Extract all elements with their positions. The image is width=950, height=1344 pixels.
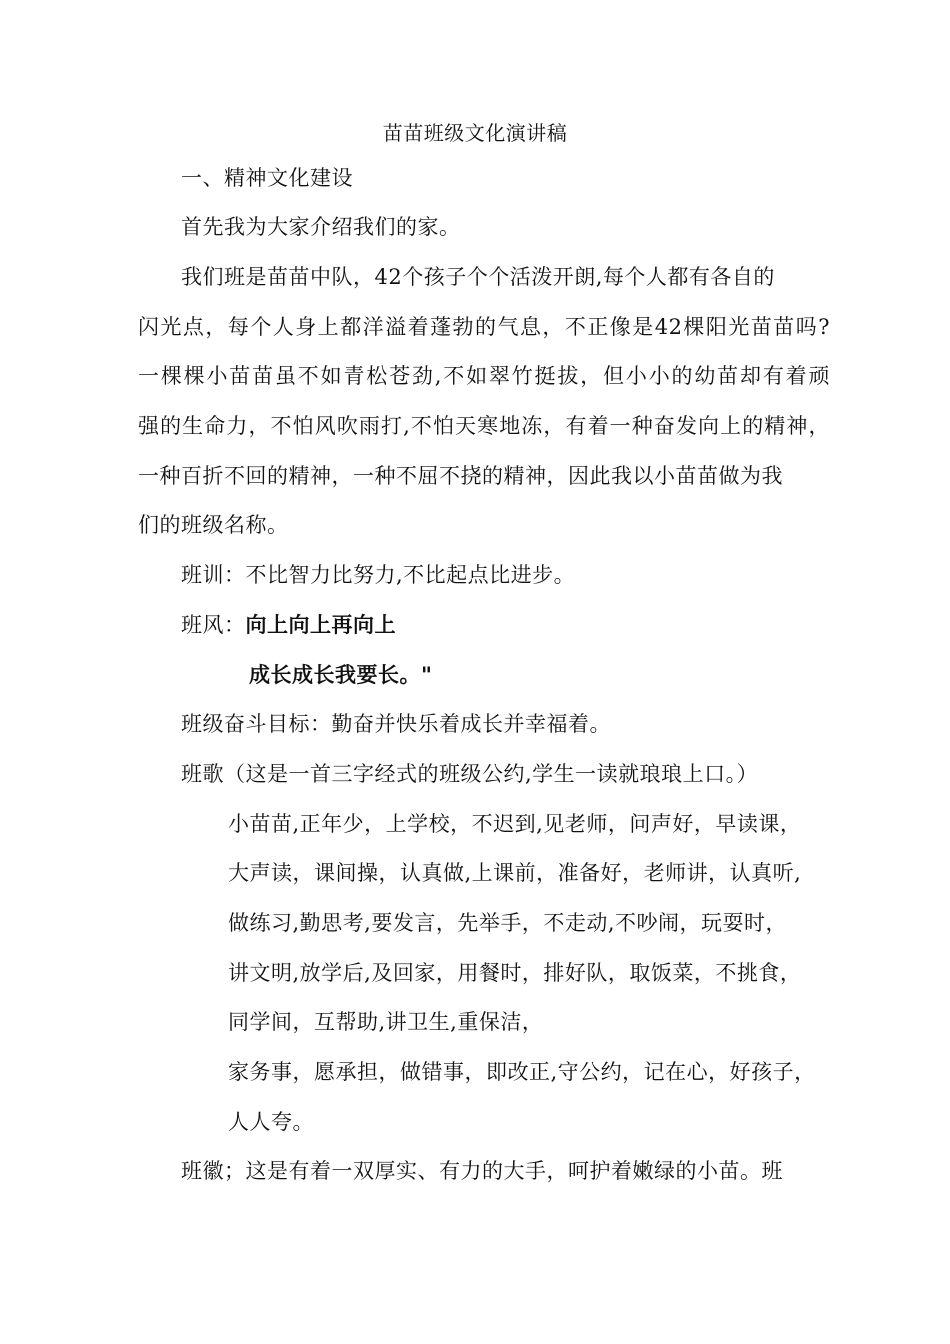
section-heading: 一、精神文化建设 [181,166,353,190]
class-style-label: 班风： [181,613,246,637]
song-line-2: 大声读，课间操，认真做,上课前，准备好，老师讲，认真听, [228,861,802,885]
song-line-7: 人人夸。 [228,1110,314,1134]
paragraph-line-2: 闪光点，每个人身上都洋溢着蓬勃的气息，不正像是42棵阳光苗苗吗? [138,315,830,339]
class-style [181,610,396,640]
song-line-6: 家务事，愿承担，做错事，即改正,守公约，记在心，好孩子， [228,1060,816,1084]
paragraph-line-6: 们的班级名称。 [138,513,289,537]
class-song-intro: 班歌（这是一首三字经式的班级公约,学生一读就琅琅上口。） [181,762,759,786]
paragraph-line-4: 强的生命力，不怕风吹雨打,不怕天寒地冻，有着一种奋发向上的精神， [138,414,830,438]
class-goal-text: 勤奋并快乐着成长并幸福着。 [331,712,611,736]
class-goal-label: 班级奋斗目标： [181,712,332,736]
class-motto [181,560,575,590]
class-motto-text: 不比智力比努力,不比起点比进步。 [245,563,576,587]
song-line-4: 讲文明,放学后,及回家，用餐时，排好队，取饭菜，不挑食， [228,961,802,985]
song-line-5: 同学间，互帮助,讲卫生,重保洁， [228,1010,544,1034]
paragraph-line-1: 我们班是苗苗中队，42个孩子个个活泼开朗,每个人都有各自的 [181,265,775,289]
page-title: 苗苗班级文化演讲稿 [382,121,568,145]
song-line-1: 小苗苗,正年少，上学校，不迟到,见老师，问声好，早读课， [228,812,802,836]
paragraph-line-3: 一棵棵小苗苗虽不如青松苍劲,不如翠竹挺拔，但小小的幼苗却有着顽 [138,364,830,388]
song-line-3: 做练习,勤思考,要发言，先举手，不走动,不吵闹，玩耍时， [228,911,788,935]
paragraph-line-5: 一种百折不回的精神，一种不屈不挠的精神，因此我以小苗苗做为我 [138,464,783,488]
class-emblem: 班徽；这是有着一双厚实、有力的大手，呵护着嫩绿的小苗。班 [181,1159,783,1183]
class-style-line-2: 成长成长我要长。" [249,663,433,687]
intro-paragraph: 首先我为大家介绍我们的家。 [181,215,461,239]
class-style-line-1: 向上向上再向上 [245,613,396,637]
class-motto-label: 班训： [181,563,246,587]
class-goal [181,709,611,739]
